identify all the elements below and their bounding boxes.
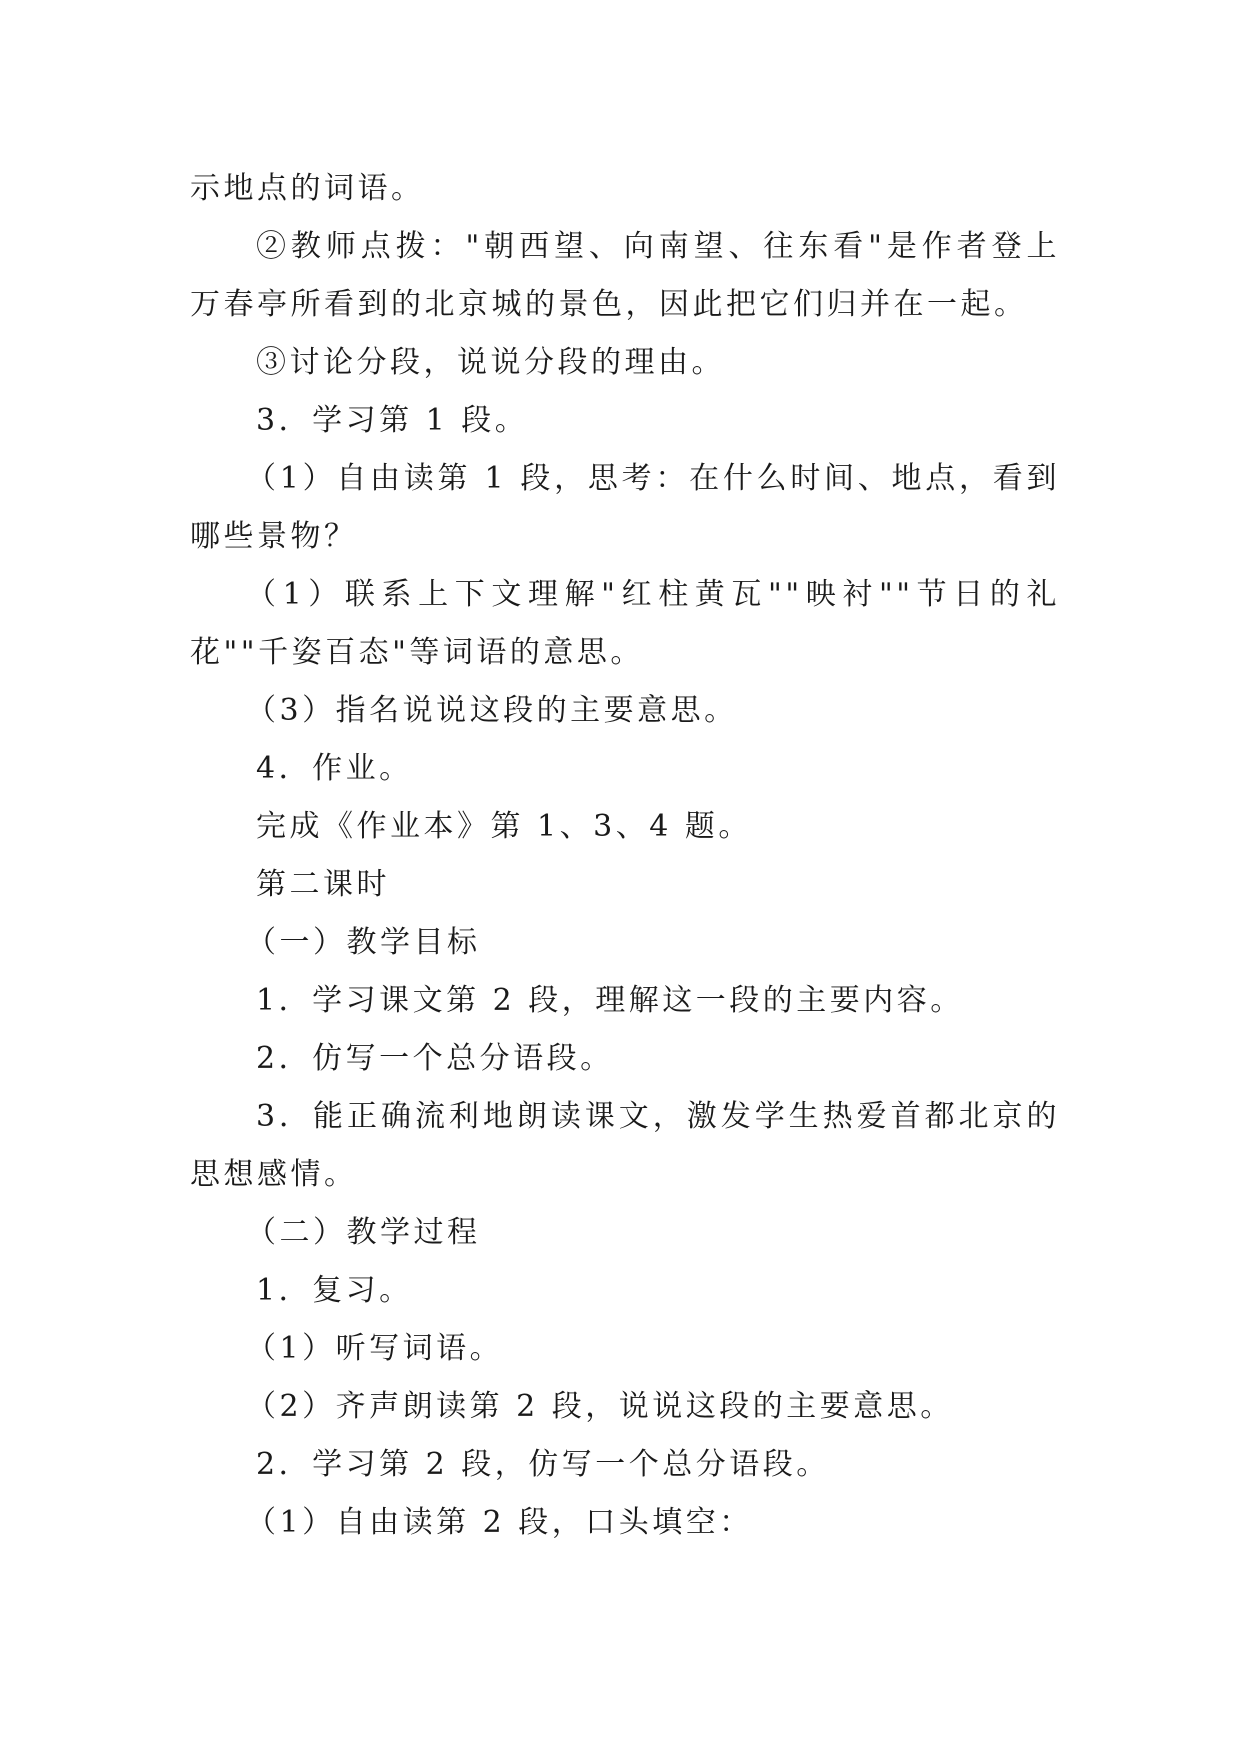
section-heading: 第二课时 bbox=[256, 867, 390, 902]
subsection-heading: （二）教学过程 bbox=[246, 1215, 481, 1250]
paragraph: （1）听写词语。 bbox=[246, 1331, 504, 1366]
paragraph: 1．学习课文第 2 段，理解这一段的主要内容。 bbox=[256, 983, 964, 1018]
subsection-heading: （一）教学目标 bbox=[246, 925, 481, 960]
paragraph: 3．学习第 1 段。 bbox=[256, 403, 529, 438]
paragraph: 1．复习。 bbox=[256, 1273, 413, 1308]
paragraph: （2）齐声朗读第 2 段，说说这段的主要意思。 bbox=[246, 1389, 954, 1424]
paragraph: 2．仿写一个总分语段。 bbox=[256, 1041, 614, 1076]
paragraph: （3）指名说说这段的主要意思。 bbox=[246, 693, 738, 728]
paragraph: （1）自由读第 1 段，思考：在什么时间、地点，看到哪些景物？ bbox=[190, 461, 1060, 554]
paragraph: 3．能正确流利地朗读课文，激发学生热爱首都北京的思想感情。 bbox=[190, 1099, 1060, 1192]
document-body bbox=[190, 160, 1060, 1552]
paragraph: 完成《作业本》第 1、3、4 题。 bbox=[256, 809, 752, 844]
paragraph: （1）联系上下文理解"红柱黄瓦""映衬""节日的礼花""千姿百态"等词语的意思。 bbox=[190, 577, 1060, 670]
paragraph: （1）自由读第 2 段，口头填空： bbox=[246, 1505, 753, 1540]
paragraph: ②教师点拨："朝西望、向南望、往东看"是作者登上万春亭所看到的北京城的景色，因此把它们归并在一起。 bbox=[190, 229, 1060, 322]
paragraph: ③讨论分段，说说分段的理由。 bbox=[256, 345, 725, 380]
paragraph: 示地点的词语。 bbox=[190, 171, 425, 206]
paragraph: 2．学习第 2 段，仿写一个总分语段。 bbox=[256, 1447, 830, 1482]
paragraph: 4．作业。 bbox=[256, 751, 413, 786]
